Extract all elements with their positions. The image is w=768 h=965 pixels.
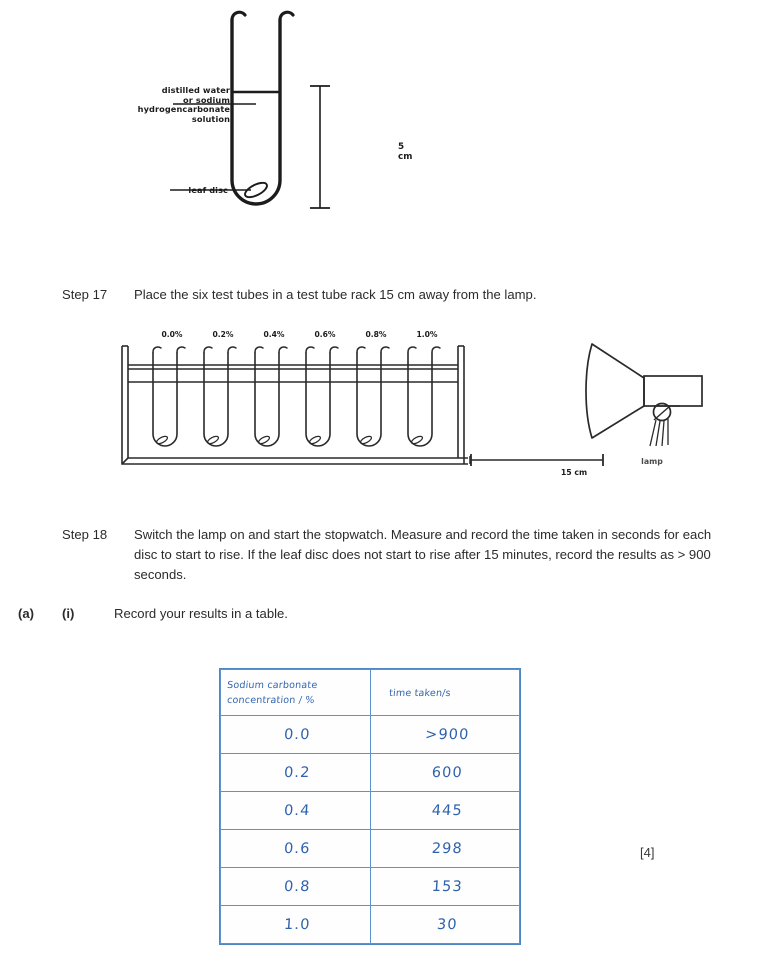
- value-concentration: 0.0: [283, 726, 311, 743]
- marks-allocation: [4]: [640, 845, 655, 860]
- rack-frame-outer: [122, 346, 468, 464]
- header-cell-concentration: [221, 670, 371, 716]
- step-18-instruction: [62, 525, 722, 585]
- step-18-tag: Step 18: [62, 527, 108, 542]
- table-row: [221, 868, 520, 906]
- cell-concentration: [221, 906, 371, 944]
- value-time: 153: [430, 878, 463, 895]
- value-concentration: 0.6: [283, 840, 311, 857]
- step-17-tag: Step 17: [62, 287, 108, 302]
- cell-time: [370, 716, 520, 754]
- tube-outline: [232, 20, 280, 204]
- table-row: [221, 906, 520, 944]
- header-cell-time: [370, 670, 520, 716]
- header-time-taken: time taken/s: [388, 687, 451, 699]
- table-row: [221, 754, 520, 792]
- rack-label-conc-1: 0.0%: [161, 330, 183, 339]
- figure-lamp-diagram: [582, 340, 722, 475]
- cell-concentration: [221, 830, 371, 868]
- value-time: 445: [430, 802, 463, 819]
- table-row: [221, 830, 520, 868]
- rack-tube-5: [357, 347, 389, 446]
- question-text: Record your results in a table.: [114, 606, 288, 621]
- tube-rim-right: [280, 12, 293, 20]
- table-row: [221, 716, 520, 754]
- value-time: 600: [430, 764, 463, 781]
- rack-tube-group: [153, 347, 440, 446]
- solution-label-line-3: hydrogencarbonate: [137, 104, 230, 115]
- cell-time: [370, 830, 520, 868]
- results-table-grid: [220, 669, 520, 944]
- tube-rim-left: [232, 12, 245, 20]
- table-header-row: [221, 670, 520, 716]
- value-time: 30: [435, 916, 458, 933]
- solution-label-line-4: solution: [191, 114, 230, 125]
- step-17-instruction: [62, 285, 752, 305]
- rack-label-conc-3: 0.4%: [263, 330, 285, 339]
- cell-concentration: [221, 868, 371, 906]
- rack-drawing: [112, 330, 512, 490]
- rack-corner-bevel: [122, 458, 128, 464]
- rack-tube-2: [204, 347, 236, 446]
- value-concentration: 1.0: [283, 916, 311, 933]
- value-time: 298: [430, 840, 463, 857]
- lamp-stand-wires: [650, 419, 668, 446]
- solution-label: [100, 86, 230, 125]
- figure-test-tube-diagram: [60, 8, 413, 228]
- header-concentration-line-1: Sodium carbonate: [226, 680, 318, 692]
- lamp-label: lamp: [641, 457, 663, 466]
- lamp-drawing: [582, 340, 722, 475]
- rack-label-conc-4: 0.6%: [314, 330, 336, 339]
- figure-test-tube-rack-diagram: [112, 330, 588, 490]
- header-concentration-line-2: concentration / %: [226, 695, 316, 706]
- value-concentration: 0.4: [283, 802, 311, 819]
- scale-label-5cm: 5 cm: [398, 142, 413, 162]
- cell-time: [370, 754, 520, 792]
- handwritten-results-table[interactable]: [219, 668, 521, 945]
- rack-label-conc-6: 1.0%: [416, 330, 438, 339]
- solution-label-line-2: or sodium: [183, 94, 230, 105]
- value-time: >900: [424, 726, 470, 743]
- rack-tube-3: [255, 347, 287, 446]
- rack-tube-1: [153, 347, 185, 446]
- step-18-text: Switch the lamp on and start the stopwatch. Measure and record the time taken in seconds for each disc to start to rise. If the leaf disc does not start to rise after 15 minutes, record the results as > 900 seconds.: [134, 527, 712, 582]
- question-letter: (a): [18, 606, 35, 621]
- question-part-a-i: [18, 606, 288, 621]
- value-concentration: 0.8: [283, 878, 311, 895]
- cell-time: [370, 792, 520, 830]
- table-row: [221, 792, 520, 830]
- question-roman: (i): [62, 606, 75, 621]
- rack-tube-4: [306, 347, 338, 446]
- cell-concentration: [221, 792, 371, 830]
- step-17-text: Place the six test tubes in a test tube rack 15 cm away from the lamp.: [134, 287, 537, 302]
- rack-tube-6: [408, 347, 440, 446]
- cell-concentration: [221, 716, 371, 754]
- value-concentration: 0.2: [283, 764, 311, 781]
- rack-label-conc-5: 0.8%: [365, 330, 387, 339]
- rack-frame-inner: [128, 346, 468, 458]
- solution-label-line-1: distilled water: [161, 85, 230, 95]
- leaf-disc-label: leaf disc: [188, 185, 228, 195]
- rack-label-conc-2: 0.2%: [212, 330, 234, 339]
- lamp-housing: [644, 376, 702, 406]
- cell-time: [370, 906, 520, 944]
- lamp-reflector: [586, 344, 644, 438]
- cell-concentration: [221, 754, 371, 792]
- distance-label-15cm: 15 cm: [560, 468, 588, 477]
- cell-time: [370, 868, 520, 906]
